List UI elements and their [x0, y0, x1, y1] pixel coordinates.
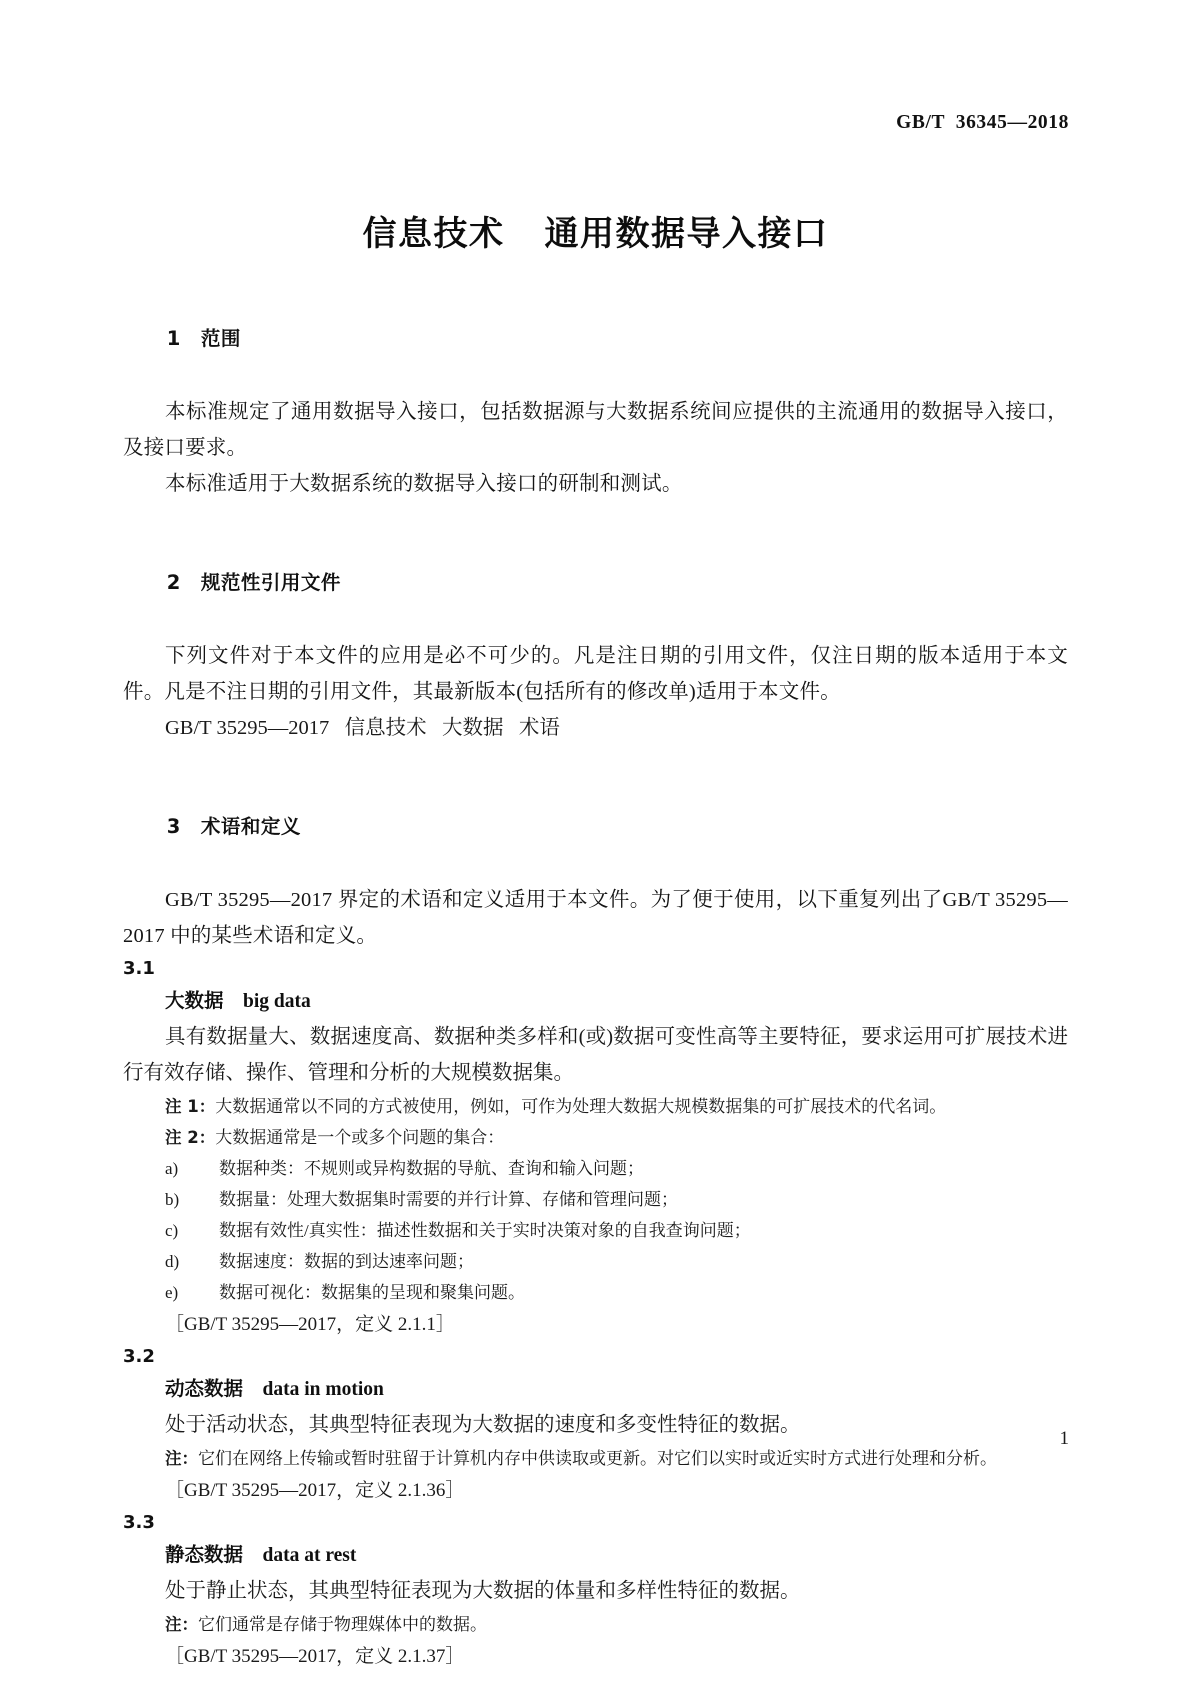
- term-note-3-1-2: [123, 1122, 1068, 1153]
- term-source-reference-3-1: ［GB/T 35295—2017，定义 2.1.1］: [165, 1314, 455, 1335]
- clause-title-1: 范围: [200, 327, 241, 350]
- list-item: [123, 1153, 1068, 1184]
- term-source-reference-3-3: ［GB/T 35295—2017，定义 2.1.37］: [165, 1646, 465, 1667]
- clause-1-paragraph-2: 本标准适用于大数据系统的数据导入接口的研制和测试。: [165, 473, 683, 495]
- clause-title-2: 规范性引用文件: [200, 571, 341, 594]
- list-marker: e): [165, 1283, 179, 1302]
- list-marker: c): [165, 1221, 179, 1240]
- term-zh-3-3: 静态数据: [165, 1543, 244, 1566]
- term-en-3-2: data in motion: [262, 1379, 384, 1400]
- document-body: [123, 300, 1068, 1674]
- term-gap-3-1: [224, 989, 244, 1012]
- term-en-3-1: big data: [243, 991, 311, 1012]
- note-text: 大数据通常是一个或多个问题的集合：: [215, 1128, 505, 1147]
- clause-number-3: 3: [166, 815, 181, 838]
- list-item-text: 数据种类：不规则或异构数据的导航、查询和输入问题；: [219, 1159, 644, 1178]
- page-number: 1: [1059, 1428, 1069, 1449]
- running-header-standard-number: GB/T 36345—2018: [896, 112, 1069, 133]
- note-label: 注 1：: [165, 1097, 216, 1116]
- list-item: [123, 1246, 1068, 1277]
- term-note-3-1-1: [123, 1091, 1068, 1122]
- term-gap-3-2: [243, 1377, 263, 1400]
- list-item-text: 数据速度：数据的到达速率问题；: [219, 1252, 474, 1271]
- note-text: 它们在网络上传输或暂时驻留于计算机内存中供读取或更新。对它们以实时或近实时方式进行处理和分析。: [198, 1449, 997, 1468]
- page-title: 信息技术 通用数据导入接口: [362, 214, 829, 254]
- term-entry-3-2: [123, 1372, 1068, 1407]
- list-item: [123, 1277, 1068, 1308]
- clause-heading-gap-2: [181, 571, 201, 594]
- clause-1-paragraph-1: 本标准规定了通用数据导入接口，包括数据源与大数据系统间应提供的主流通用的数据导入接口，及接口要求。: [123, 401, 1068, 459]
- clause-3-paragraph-1: GB/T 35295—2017 界定的术语和定义适用于本文件。为了便于使用，以下重复列出了GB/T 35295—2017 中的某些术语和定义。: [123, 889, 1068, 947]
- spacer: [123, 618, 1068, 638]
- list-item-text: 数据量：处理大数据集时需要的并行计算、存储和管理问题；: [219, 1190, 678, 1209]
- term-note-3-2-1: [123, 1443, 1068, 1474]
- clause-title-3: 术语和定义: [200, 815, 301, 838]
- term-definition-3-2: 处于活动状态，其典型特征表现为大数据的速度和多变性特征的数据。: [165, 1414, 801, 1436]
- term-definition-3-3: 处于静止状态，其典型特征表现为大数据的体量和多样性特征的数据。: [165, 1580, 801, 1602]
- term-number-3-2: 3.2: [123, 1346, 155, 1367]
- term-en-3-3: data at rest: [262, 1545, 357, 1566]
- term-definition-3-1: 具有数据量大、数据速度高、数据种类多样和(或)数据可变性高等主要特征，要求运用可扩展技术进行有效存储、操作、管理和分析的大规模数据集。: [123, 1026, 1068, 1084]
- clause-heading-gap-1: [181, 327, 201, 350]
- clause-number-1: 1: [166, 327, 181, 350]
- note-text: 它们通常是存储于物理媒体中的数据。: [198, 1615, 487, 1634]
- term-zh-3-2: 动态数据: [165, 1377, 244, 1400]
- list-item: [123, 1184, 1068, 1215]
- clause-heading-2: [123, 544, 1068, 618]
- list-marker: d): [165, 1252, 180, 1271]
- normative-reference-item: GB/T 35295—2017 信息技术 大数据 术语: [165, 717, 560, 739]
- term-entry-3-3: [123, 1538, 1068, 1573]
- clause-heading-3: [123, 788, 1068, 862]
- term-source-reference-3-2: ［GB/T 35295—2017，定义 2.1.36］: [165, 1480, 465, 1501]
- clause-heading-gap-3: [181, 815, 201, 838]
- term-note-3-3-1: [123, 1609, 1068, 1640]
- clause-number-2: 2: [166, 571, 181, 594]
- clause-heading-1: [123, 300, 1068, 374]
- list-marker: b): [165, 1190, 180, 1209]
- spacer: [123, 862, 1068, 882]
- term-number-3-1: 3.1: [123, 958, 155, 979]
- term-gap-3-3: [243, 1543, 263, 1566]
- spacer: [123, 374, 1068, 394]
- note-text: 大数据通常以不同的方式被使用，例如，可作为处理大数据大规模数据集的可扩展技术的代名词。: [215, 1097, 947, 1116]
- list-item-text: 数据有效性/真实性：描述性数据和关于实时决策对象的自我查询问题；: [219, 1221, 751, 1240]
- note-label: 注：: [165, 1449, 198, 1468]
- clause-2-paragraph-1: 下列文件对于本文件的应用是必不可少的。凡是注日期的引用文件，仅注日期的版本适用于本文件。凡是不注日期的引用文件，其最新版本(包括所有的修改单)适用于本文件。: [123, 645, 1068, 703]
- list-marker: a): [165, 1159, 179, 1178]
- list-item: [123, 1215, 1068, 1246]
- list-item-text: 数据可视化：数据集的呈现和聚集问题。: [219, 1283, 525, 1302]
- note-label: 注：: [165, 1615, 198, 1634]
- term-number-3-3: 3.3: [123, 1512, 155, 1533]
- term-zh-3-1: 大数据: [165, 989, 224, 1012]
- note-label: 注 2：: [165, 1128, 216, 1147]
- term-entry-3-1: [123, 984, 1068, 1019]
